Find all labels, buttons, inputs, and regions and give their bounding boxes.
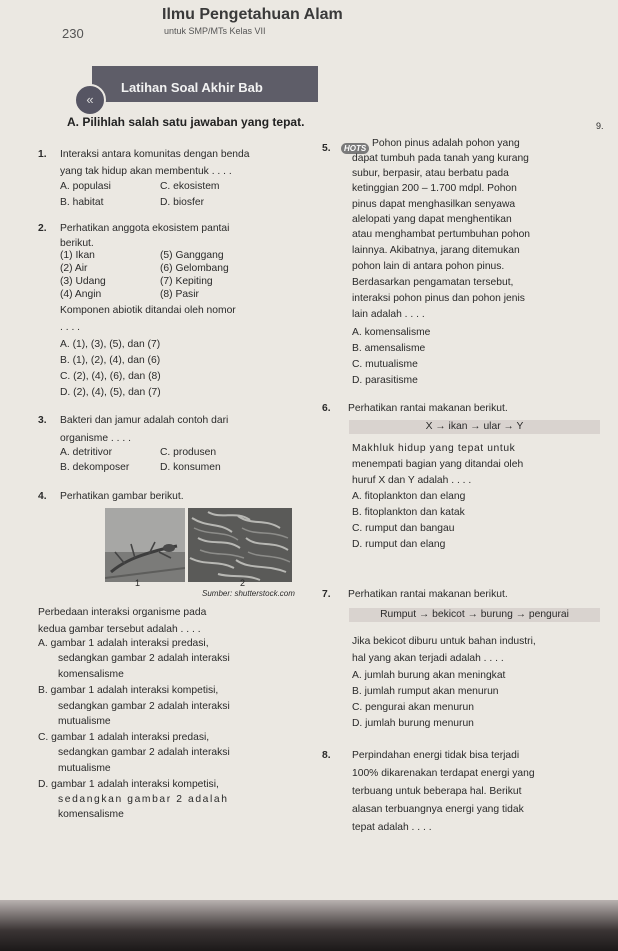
page-bottom-shadow	[0, 900, 618, 951]
image-1-label: 1	[135, 578, 141, 588]
q6-option-a[interactable]: A. fitoplankton dan elang	[352, 491, 466, 502]
q4-option-d-cont: komensalisme	[58, 809, 124, 820]
q5-option-a[interactable]: A. komensalisme	[352, 327, 431, 338]
q5-line: dapat tumbuh pada tanah yang kurang	[352, 153, 529, 164]
q5-line: atau menghambat pertumbuhan pohon	[352, 229, 531, 240]
q4-stem: kedua gambar tersebut adalah . . . .	[38, 624, 201, 635]
q7-line: Perhatikan rantai makanan berikut.	[348, 589, 508, 600]
q3-line: Bakteri dan jamur adalah contoh dari	[60, 415, 229, 426]
q5-line: Pohon pinus adalah pohon yang	[372, 138, 520, 149]
q5-line: lain adalah . . . .	[352, 309, 425, 320]
q2-item: (8) Pasir	[160, 289, 199, 300]
book-subtitle: untuk SMP/MTs Kelas VII	[164, 26, 266, 36]
image-source: Sumber: shutterstock.com	[202, 589, 295, 598]
q2-item: (1) Ikan	[60, 250, 95, 261]
q8-line: terbuang untuk beberapa hal. Berikut	[352, 786, 522, 797]
banner-label: Latihan Soal Akhir Bab	[121, 80, 263, 95]
q7-option-a[interactable]: A. jumlah burung akan meningkat	[352, 670, 506, 681]
q6-number: 6.	[322, 403, 331, 414]
q4-option-b-cont: mutualisme	[58, 716, 111, 727]
q5-option-c[interactable]: C. mutualisme	[352, 359, 418, 370]
q5-line: pinus dapat menghasilkan senyawa	[352, 199, 516, 210]
page-number: 230	[62, 26, 84, 41]
q4-line: Perhatikan gambar berikut.	[60, 491, 184, 502]
margin-mark: 9.	[596, 121, 604, 131]
q7-food-chain: Rumput → bekicot → burung → pengurai	[349, 608, 600, 622]
q1-line: Interaksi antara komunitas dengan benda	[60, 149, 250, 160]
q4-option-b[interactable]: B. gambar 1 adalah interaksi kompetisi,	[38, 685, 219, 696]
book-title: Ilmu Pengetahuan Alam	[162, 6, 343, 23]
q6-option-b[interactable]: B. fitoplankton dan katak	[352, 507, 465, 518]
q5-line: alelopati yang dapat menghentikan	[352, 214, 512, 225]
q2-stem: . . . .	[60, 322, 81, 333]
q8-line: alasan terbuangnya energi yang tidak	[352, 804, 524, 815]
q4-option-a[interactable]: A. gambar 1 adalah interaksi predasi,	[38, 638, 209, 649]
q5-line: pohon lain di antara pohon pinus.	[352, 261, 505, 272]
mantis-photo	[105, 508, 185, 582]
q2-item: (5) Ganggang	[160, 250, 224, 261]
q4-number: 4.	[38, 491, 47, 502]
hots-badge-label: HOTS	[341, 143, 369, 154]
q5-line: interaksi pohon pinus dan pohon jenis	[352, 293, 525, 304]
q3-option-d[interactable]: D. konsumen	[160, 462, 221, 473]
q8-number: 8.	[322, 750, 331, 761]
q7-number: 7.	[322, 589, 331, 600]
image-2-label: 2	[240, 578, 246, 588]
q4-option-c-cont: sedangkan gambar 2 adalah interaksi	[58, 747, 230, 758]
q2-item: (2) Air	[60, 263, 88, 274]
q1-option-a[interactable]: A. populasi	[60, 181, 111, 192]
q3-option-c[interactable]: C. produsen	[160, 447, 217, 458]
q6-option-d[interactable]: D. rumput dan elang	[352, 539, 446, 550]
q2-option-a[interactable]: A. (1), (3), (5), dan (7)	[60, 339, 161, 350]
q2-line: berikut.	[60, 238, 94, 249]
q4-option-c-cont: mutualisme	[58, 763, 111, 774]
q8-line: tepat adalah . . . .	[352, 822, 432, 833]
q7-option-d[interactable]: D. jumlah burung menurun	[352, 718, 474, 729]
q2-line: Perhatikan anggota ekosistem pantai	[60, 223, 230, 234]
chevron-left-icon: «	[74, 84, 106, 116]
q4-option-d-cont: sedangkan gambar 2 adalah	[58, 794, 229, 805]
q5-line: Berdasarkan pengamatan tersebut,	[352, 277, 514, 288]
q1-option-b[interactable]: B. habitat	[60, 197, 104, 208]
q4-option-a-cont: komensalisme	[58, 669, 124, 680]
q1-option-d[interactable]: D. biosfer	[160, 197, 205, 208]
section-title: A. Pilihlah salah satu jawaban yang tepat.	[67, 115, 305, 129]
q2-item: (6) Gelombang	[160, 263, 229, 274]
q2-item: (4) Angin	[60, 289, 102, 300]
q8-line: 100% dikarenakan terdapat energi yang	[352, 768, 535, 779]
q2-number: 2.	[38, 223, 47, 234]
q2-item: (7) Kepiting	[160, 276, 213, 287]
q7-line: Jika bekicot diburu untuk bahan industri,	[352, 636, 536, 647]
q4-option-a-cont: sedangkan gambar 2 adalah interaksi	[58, 653, 230, 664]
q5-option-d[interactable]: D. parasitisme	[352, 375, 418, 386]
q6-food-chain: X → ikan → ular → Y	[349, 420, 600, 434]
q6-line: Perhatikan rantai makanan berikut.	[348, 403, 508, 414]
q4-option-c[interactable]: C. gambar 1 adalah interaksi predasi,	[38, 732, 210, 743]
q5-line: ketinggian 200 – 1.700 mdpl. Pohon	[352, 183, 517, 194]
q2-option-c[interactable]: C. (2), (4), (6), dan (8)	[60, 371, 161, 382]
q7-line: hal yang akan terjadi adalah . . . .	[352, 653, 504, 664]
q3-option-b[interactable]: B. dekomposer	[60, 462, 130, 473]
q6-option-c[interactable]: C. rumput dan bangau	[352, 523, 455, 534]
q5-number: 5.	[322, 143, 331, 154]
q1-option-c[interactable]: C. ekosistem	[160, 181, 220, 192]
q5-line: lainnya. Akibatnya, jarang ditemukan	[352, 245, 520, 256]
q6-line: menempati bagian yang ditandai oleh	[352, 459, 524, 470]
q6-line: Makhluk hidup yang tepat untuk	[352, 443, 516, 454]
q2-option-b[interactable]: B. (1), (2), (4), dan (6)	[60, 355, 161, 366]
q3-number: 3.	[38, 415, 47, 426]
q4-option-b-cont: sedangkan gambar 2 adalah interaksi	[58, 701, 230, 712]
q2-item: (3) Udang	[60, 276, 106, 287]
q4-option-d[interactable]: D. gambar 1 adalah interaksi kompetisi,	[38, 779, 219, 790]
q4-stem: Perbedaan interaksi organisme pada	[38, 607, 207, 618]
sea-anemone-photo	[188, 508, 292, 582]
q1-line: yang tak hidup akan membentuk . . . .	[60, 166, 232, 177]
q3-line: organisme . . . .	[60, 433, 131, 444]
q1-number: 1.	[38, 149, 47, 160]
q3-option-a[interactable]: A. detritivor	[60, 447, 113, 458]
q7-option-c[interactable]: C. pengurai akan menurun	[352, 702, 474, 713]
q2-stem: Komponen abiotik ditandai oleh nomor	[60, 305, 236, 316]
q7-option-b[interactable]: B. jumlah rumput akan menurun	[352, 686, 499, 697]
q6-line: huruf X dan Y adalah . . . .	[352, 475, 472, 486]
q2-option-d[interactable]: D. (2), (4), (5), dan (7)	[60, 387, 161, 398]
q5-line: subur, berpasir, atau berbatu pada	[352, 168, 509, 179]
q5-option-b[interactable]: B. amensalisme	[352, 343, 426, 354]
q8-line: Perpindahan energi tidak bisa terjadi	[352, 750, 520, 761]
